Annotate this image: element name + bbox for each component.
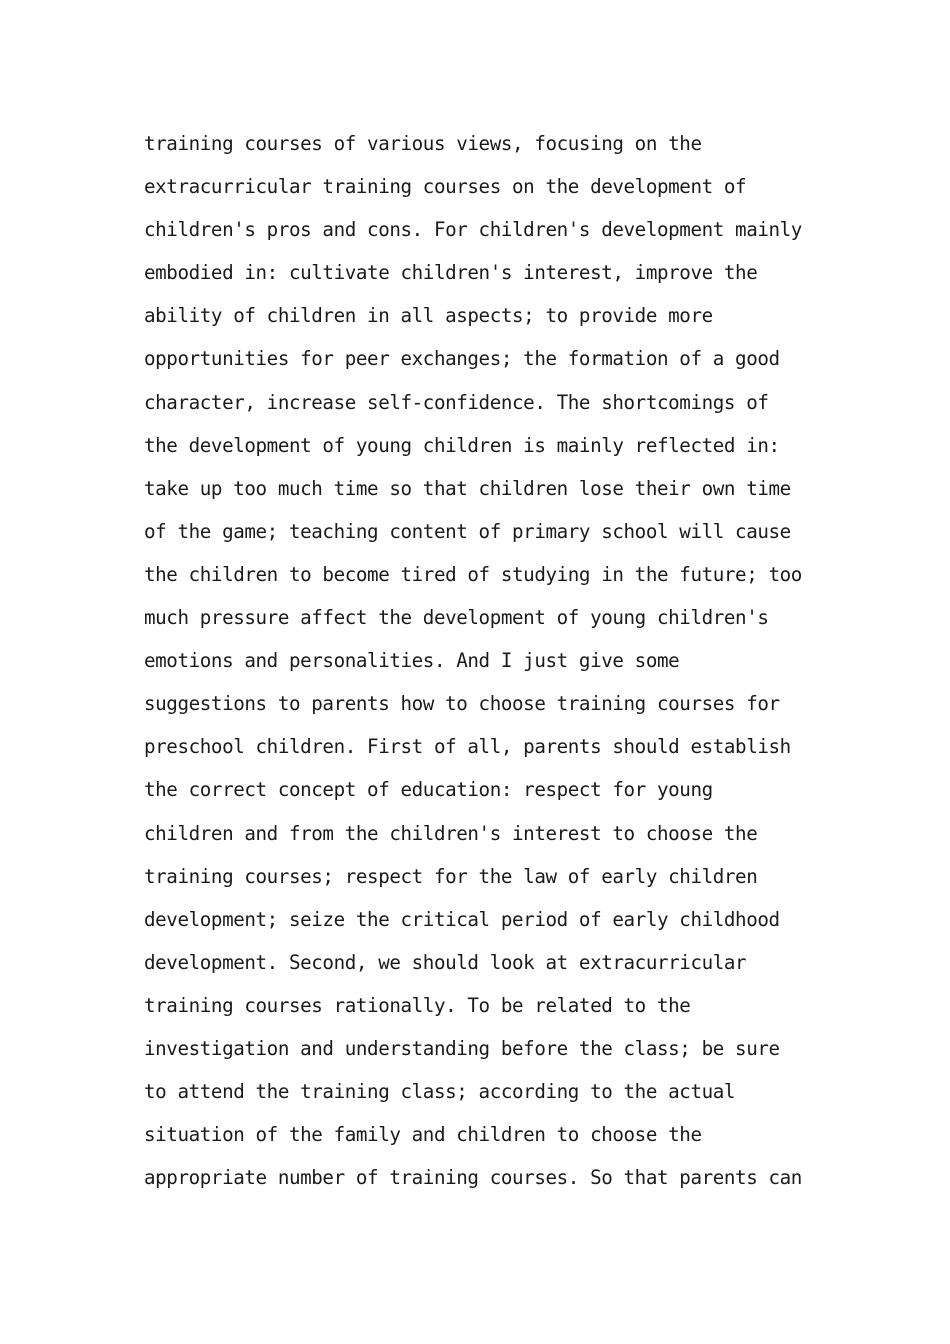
text-line: children and from the children's interest to choose the [144,821,758,845]
text-line: suggestions to parents how to choose training courses for [144,692,780,716]
text-line: take up too much time so that children lose their own time [144,476,791,500]
text-line: ability of children in all aspects; to provide more [144,304,713,328]
text-line: emotions and personalities. And I just give some [144,649,680,673]
text-line: opportunities for peer exchanges; the formation of a good [144,347,780,371]
text-line: preschool children. First of all, parents should establish [144,735,791,759]
text-line: character, increase self-confidence. The shortcomings of [144,390,769,414]
text-line: of the game; teaching content of primary school will cause [144,519,791,543]
body-text [144,122,844,1199]
text-line: training courses rationally. To be related to the [144,993,691,1017]
text-line: the children to become tired of studying in the future; too [144,562,802,586]
text-line: the development of young children is mainly reflected in: [144,433,780,457]
text-line: children's pros and cons. For children's development mainly [144,218,802,242]
text-line: to attend the training class; according to the actual [144,1080,736,1104]
text-line: much pressure affect the development of young children's [144,606,769,630]
text-line: situation of the family and children to choose the [144,1123,702,1147]
text-line: training courses; respect for the law of early children [144,864,758,888]
text-line: the correct concept of education: respect for young [144,778,713,802]
text-line: appropriate number of training courses. So that parents can [144,1166,802,1190]
text-line: development. Second, we should look at extracurricular [144,950,747,974]
text-line: extracurricular training courses on the development of [144,175,747,199]
text-line: embodied in: cultivate children's interest, improve the [144,261,758,285]
text-line: development; seize the critical period of early childhood [144,907,780,931]
text-line: training courses of various views, focusing on the [144,132,702,155]
text-line: investigation and understanding before the class; be sure [144,1036,780,1060]
